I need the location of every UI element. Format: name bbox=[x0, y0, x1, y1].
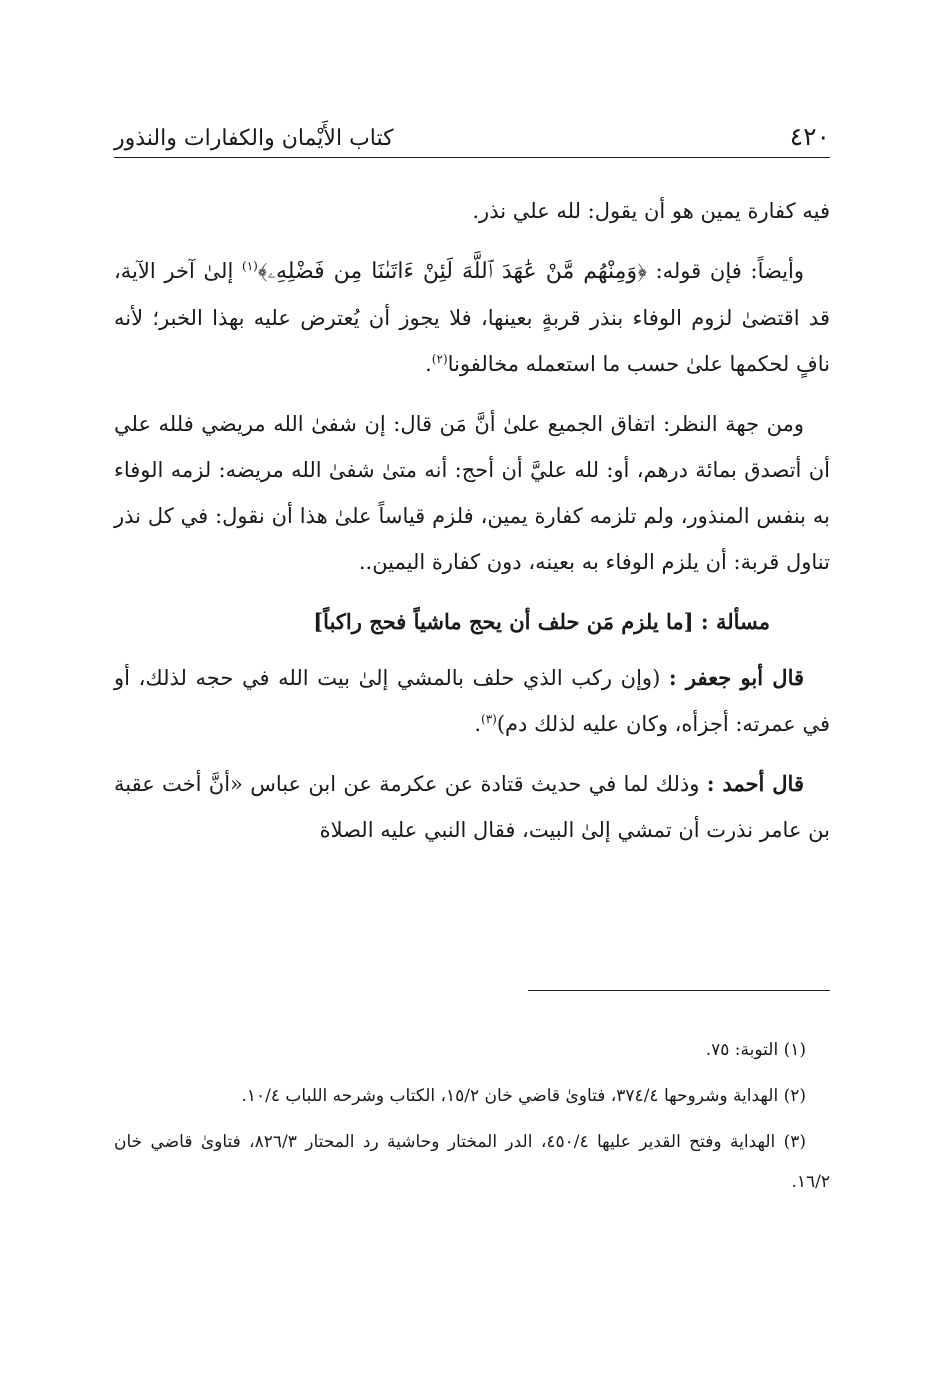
footnote-ref-1[interactable]: (١) bbox=[242, 259, 258, 273]
paragraph-2 bbox=[114, 248, 830, 387]
footnote-2: (٢) الهداية وشروحها ٣٧٤/٤، فتاوىٰ قاضي خان ١٥/٢، الكتاب وشرحه اللباب ١٠/٤. bbox=[241, 1086, 806, 1106]
speaker-ahmad: قال أحمد : bbox=[706, 771, 804, 796]
footnote-ref-2[interactable]: (٢) bbox=[431, 352, 448, 366]
paragraph-1: فيه كفارة يمين هو أن يقول: لله علي نذر. bbox=[472, 199, 830, 223]
issue-heading: مسألة : [ما يلزم مَن حلف أن يحج ماشياً فحج راكباً] bbox=[313, 609, 770, 634]
running-title: كتاب الأَيْمان والكفارات والنذور bbox=[114, 126, 394, 151]
paragraph-2-end: . bbox=[425, 352, 432, 376]
footnote-divider bbox=[528, 990, 830, 991]
quran-verse: ﴿وَمِنْهُم مَّنْ عَٰهَدَ ٱللَّهَ لَئِنْ ءَاتَىٰنَا مِن فَضْلِهِۦ﴾ bbox=[257, 259, 647, 284]
paragraph-2-intro: وأيضاً: فإن قوله: bbox=[646, 259, 805, 283]
paragraph-2-text: إلىٰ آخر الآية، قد اقتضىٰ لزوم الوفاء بنذر قربةٍ بعينها، فلا يجوز أن يُعترض عليه بهذا الخبر؛ لأنه نافٍ لحكمها علىٰ حسب ما استعمله مخالفونا bbox=[114, 259, 830, 376]
page-header bbox=[114, 110, 830, 158]
paragraph-4 bbox=[114, 655, 830, 747]
page-number: ٤٢٠ bbox=[789, 122, 830, 151]
paragraph-3: ومن جهة النظر: اتفاق الجميع علىٰ أنَّ مَن قال: إن شفىٰ الله مريضي فلله علي أن أتصدق بمائة درهم، أو: لله عليَّ أن أحج: أنه متىٰ شفىٰ الله مريضه: لزمه الوفاء به بنفس المنذور، ولم تلزمه كفارة يمين، فلزم قياساً علىٰ هذا أن نقول: في كل نذر تناول قربة: أن يلزم الوفاء به بعينه، دون كفارة اليمين.. bbox=[114, 412, 830, 574]
main-text bbox=[114, 188, 830, 867]
footnotes bbox=[114, 1030, 830, 1208]
footnote-3: (٣) الهداية وفتح القدير عليها ٤٥٠/٤، الدر المختار وحاشية رد المحتار ٨٢٦/٣، فتاوىٰ قاضي خان ١٦/٢. bbox=[114, 1132, 830, 1192]
paragraph-4-text: (وإن ركب الذي حلف بالمشي إلىٰ بيت الله في حجه لذلك، أو في عمرته: أجزأه، وكان عليه لذلك دم) bbox=[114, 666, 830, 736]
paragraph-4-end: . bbox=[474, 712, 482, 736]
paragraph-5 bbox=[114, 761, 830, 853]
speaker-abu-jafar: قال أبو جعفر : bbox=[668, 665, 805, 690]
paragraph-5-text: وذلك لما في حديث قتادة عن عكرمة عن ابن عباس «أنَّ أخت عقبة بن عامر نذرت أن تمشي إلىٰ البيت، فقال النبي عليه الصلاة bbox=[114, 772, 830, 842]
footnote-ref-3[interactable]: (٣) bbox=[481, 712, 497, 726]
footnote-1: (١) التوبة: ٧٥. bbox=[705, 1040, 806, 1060]
